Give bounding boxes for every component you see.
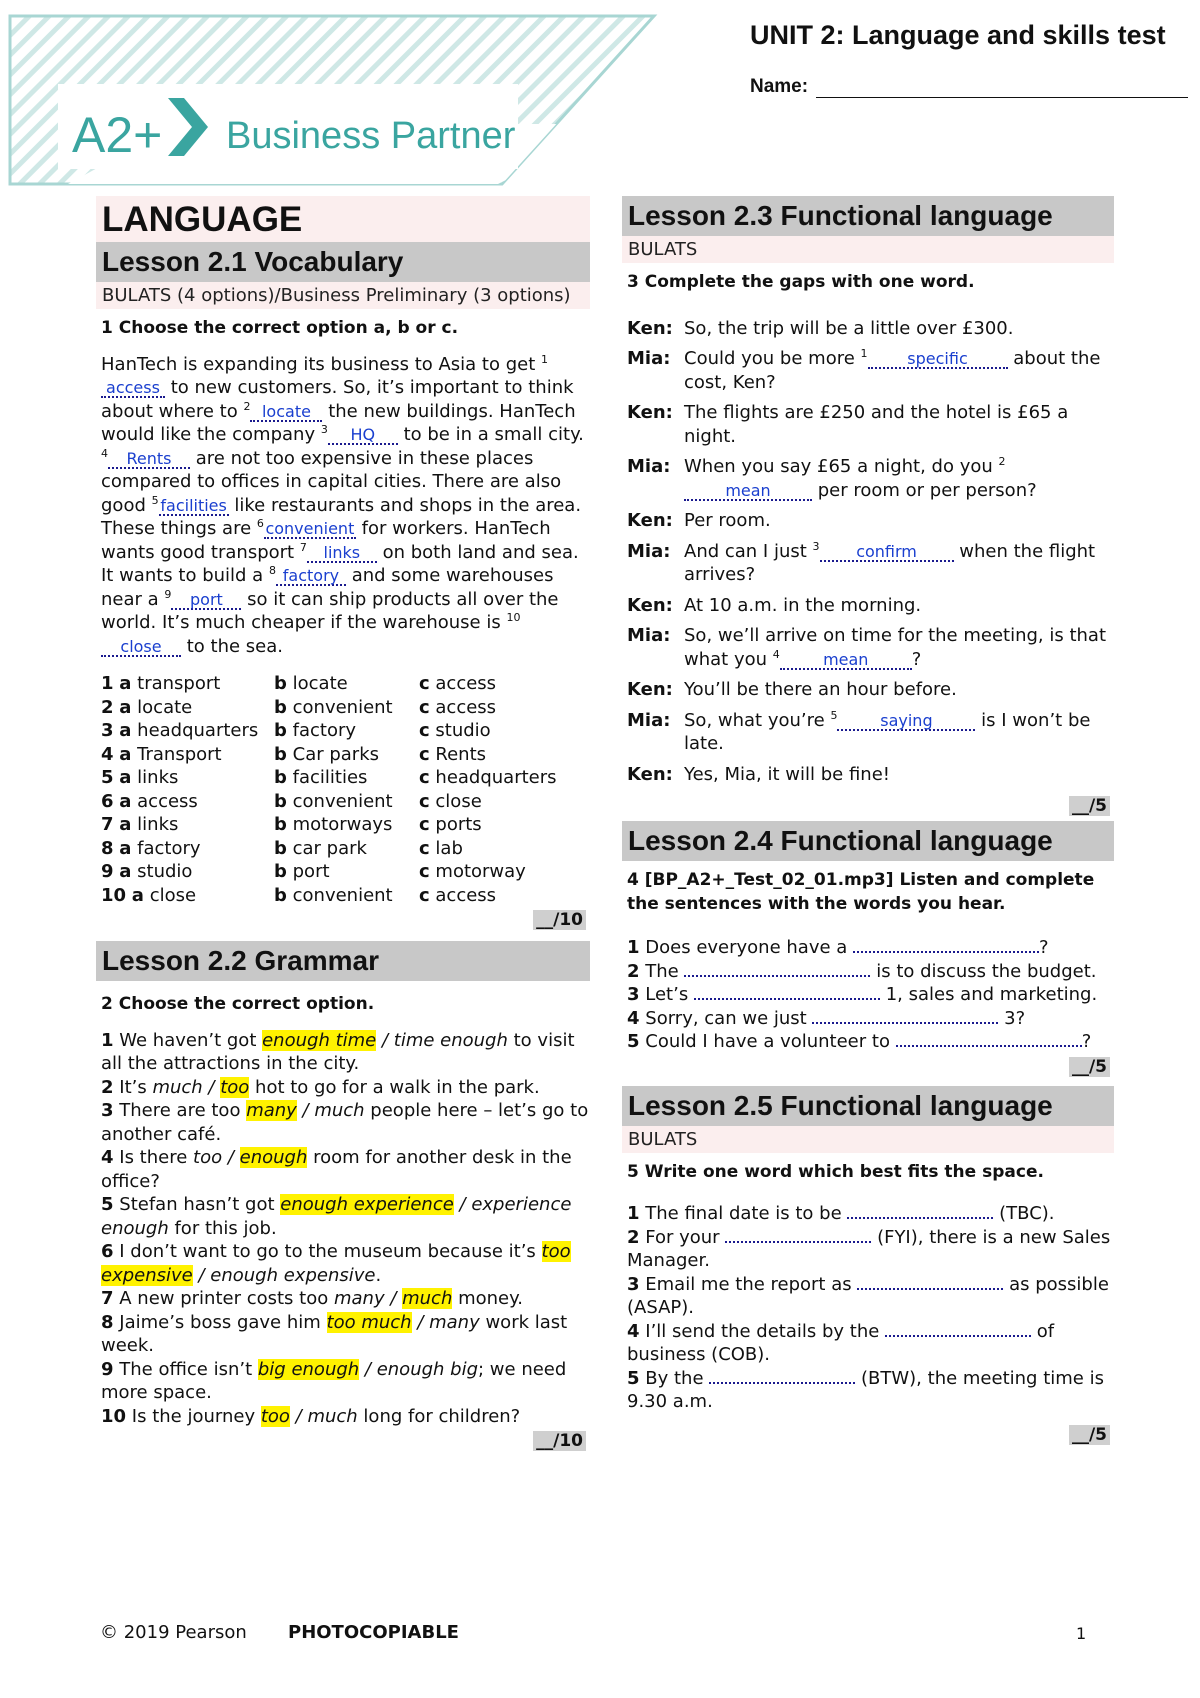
dialog-gap-2[interactable]: mean — [684, 482, 812, 501]
lesson-2-5-heading: Lesson 2.5 Functional language — [622, 1086, 1114, 1126]
gap-6[interactable]: convenient — [265, 519, 355, 538]
lesson-2-1-instruction: 1 Choose the correct option a, b or c. — [101, 318, 459, 338]
name-field — [750, 76, 1188, 98]
listening-item: 5 Could I have a volunteer to ? — [627, 1031, 1092, 1052]
listening-items — [622, 936, 1114, 1054]
listening-blank-1[interactable] — [853, 937, 1039, 953]
lesson-2-1-subtitle: BULATS (4 options)/Business Preliminary (3 options) — [96, 282, 590, 309]
dialog-gap-5[interactable]: saying — [837, 712, 975, 731]
abbreviation-item: 2 For your (FYI), there is a new Sales Manager. — [627, 1226, 1111, 1271]
listening-item: 4 Sorry, can we just 3? — [627, 1007, 1026, 1029]
copyright: © 2019 Pearson — [100, 1622, 247, 1643]
listening-blank-5[interactable] — [896, 1031, 1082, 1047]
lesson-2-5-score[interactable]: __/5 — [622, 1422, 1114, 1448]
grammar-item: 1 We haven’t got enough time / time enough to visit all the attractions in the city. — [101, 1029, 575, 1074]
gap-3[interactable]: HQ — [328, 426, 398, 445]
listening-blank-3[interactable] — [694, 984, 880, 1000]
listening-item: 1 Does everyone have a ? — [627, 937, 1049, 958]
gap-4[interactable]: Rents — [108, 450, 190, 469]
dialog-line: Ken: Per room. — [627, 510, 771, 531]
logo-business-partner: Business Partner — [226, 115, 516, 157]
lesson-2-4-heading: Lesson 2.4 Functional language — [622, 821, 1114, 861]
grammar-item: 3 There are too many / much people here – let’s go to another café. — [101, 1100, 589, 1145]
dialog-gap-1[interactable]: specific — [868, 350, 1008, 369]
lesson-2-3-instruction: 3 Complete the gaps with one word. — [627, 272, 975, 292]
option-row: 9 a studio b port c motorway — [101, 861, 526, 882]
option-row: 1 a transport b locate c access — [101, 673, 497, 694]
abbreviation-items — [622, 1202, 1114, 1414]
logo-graphic — [8, 14, 660, 189]
gap-7[interactable]: links — [307, 544, 377, 563]
dialog-line: Ken: At 10 a.m. in the morning. — [627, 594, 922, 616]
name-label: Name: — [750, 76, 809, 97]
dialog-line: Ken: Yes, Mia, it will be fine! — [627, 763, 890, 785]
lesson-2-2-instruction: 2 Choose the correct option. — [101, 994, 375, 1014]
listening-blank-4[interactable] — [812, 1008, 998, 1024]
footer — [100, 1622, 459, 1643]
lesson-2-5-subtitle: BULATS — [622, 1126, 1114, 1153]
dialog-line: Mia: So, we’ll arrive on time for the meeting, is that what you $^4$ mean ? — [627, 625, 1107, 670]
dialog-gap-4[interactable]: mean — [780, 651, 912, 670]
lesson-2-5-instruction: 5 Write one word which best fits the space. — [627, 1161, 1044, 1182]
listening-item: 3 Let’s 1, sales and marketing. — [627, 984, 1098, 1005]
logo-a2plus: A2+ — [72, 107, 163, 163]
page-number: 1 — [1076, 1624, 1087, 1643]
gap-8[interactable]: factory — [276, 567, 346, 586]
abbreviation-item: 4 I’ll send the details by the of business (COB). — [627, 1320, 1055, 1365]
abbreviation-item: 5 By the (BTW), the meeting time is 9.30 a.m. — [627, 1367, 1104, 1412]
gap-9[interactable]: port — [171, 591, 241, 610]
option-row: 4 a Transport b Car parks c Rents — [101, 743, 487, 765]
gap-1[interactable]: access — [101, 379, 165, 398]
abbreviation-blank-2[interactable] — [725, 1227, 871, 1243]
left-column — [96, 196, 590, 1454]
unit-title: UNIT 2: Language and skills test — [750, 20, 1166, 50]
grammar-item: 6 I don’t want to go to the museum because it’s too expensive / enough expensive. — [101, 1241, 571, 1286]
listening-item: 2 The is to discuss the budget. — [627, 960, 1097, 982]
dialog-line: Ken: You’ll be there an hour before. — [627, 679, 957, 700]
grammar-item: 5 Stefan hasn’t got enough experience / experience enough for this job. — [101, 1194, 572, 1239]
abbreviation-item: 3 Email me the report as as possible (ASAP). — [627, 1273, 1109, 1318]
option-row: 5 a links b facilities c headquarters — [101, 767, 557, 788]
grammar-item: 7 A new printer costs too many / much money. — [101, 1288, 523, 1309]
lesson-2-4-score[interactable]: __/5 — [622, 1054, 1114, 1080]
dialog — [627, 317, 1114, 787]
right-column — [622, 196, 1114, 1448]
abbreviation-blank-1[interactable] — [847, 1203, 993, 1219]
dialog-gap-3[interactable]: confirm — [820, 543, 954, 562]
lesson-2-2-score[interactable]: __/10 — [96, 1428, 590, 1454]
grammar-item: 2 It’s much / too hot to go for a walk in the park. — [101, 1076, 540, 1098]
logo-banner — [8, 14, 660, 189]
dialog-line: Mia: And can I just $^3$ confirm when the flight arrives? — [627, 539, 1096, 585]
grammar-item: 4 Is there too / enough room for another desk in the office? — [101, 1147, 572, 1192]
vocabulary-text: HanTech is expanding its business to Asia to get $^1$access to new customers. So, it’s important to think about where to $^2$ locate the new buildings. HanTech would like the company $^3$ HQ to be in a small city. $^4$ Rents are not too expensive in these places compared to offices in capital cities. There are also good $^5$ facilities like restaurants and shops in the area. These things are $^6$convenient for workers. HanTech wants good transport $^7$ links on both land and sea. It wants to build a $^8$ factory and some warehouses near a $^9$ port so it can ship products all over the world. It’s much cheaper if the warehouse is $^{10}$close to the sea. — [101, 352, 584, 657]
lesson-2-1-heading: Lesson 2.1 Vocabulary — [96, 242, 590, 282]
abbreviation-item: 1 The final date is to be (TBC). — [627, 1203, 1055, 1224]
gap-5[interactable]: facilities — [160, 495, 227, 515]
option-row: 10 a close b convenient c access — [101, 884, 497, 906]
dialog-line: Ken: So, the trip will be a little over £300. — [627, 317, 1014, 339]
language-heading: LANGUAGE — [96, 196, 590, 242]
abbreviation-blank-5[interactable] — [709, 1368, 855, 1384]
lesson-2-4-instruction: 4 [BP_A2+_Test_02_01.mp3] Listen and complete the sentences with the words you hear. — [627, 870, 1095, 914]
dialog-line: Ken: The flights are £250 and the hotel is £65 a night. — [627, 402, 1069, 447]
abbreviation-blank-4[interactable] — [885, 1321, 1031, 1337]
option-row: 8 a factory b car park c lab — [101, 837, 463, 859]
vocabulary-options — [96, 672, 590, 907]
gap-10[interactable]: close — [101, 638, 181, 657]
dialog-line: Mia: When you say £65 a night, do you $^2$mean per room or per person? — [627, 455, 1037, 501]
grammar-item: 8 Jaime’s boss gave him too much / many work last week. — [101, 1311, 568, 1356]
lesson-2-3-heading: Lesson 2.3 Functional language — [622, 196, 1114, 236]
photocopiable-label: PHOTOCOPIABLE — [288, 1622, 459, 1643]
dialog-line: Mia: Could you be more $^1$ specific about the cost, Ken? — [627, 347, 1101, 393]
gap-2[interactable]: locate — [250, 403, 322, 422]
option-row: 7 a links b motorways c ports — [101, 814, 482, 835]
lesson-2-1-score[interactable]: __/10 — [96, 907, 590, 933]
grammar-item: 9 The office isn’t big enough / enough big; we need more space. — [101, 1358, 567, 1403]
lesson-2-3-score[interactable]: __/5 — [622, 793, 1114, 819]
abbreviation-blank-3[interactable] — [857, 1274, 1003, 1290]
listening-blank-2[interactable] — [684, 961, 870, 977]
grammar-item: 10 Is the journey too / much long for children? — [101, 1405, 521, 1427]
dialog-line: Mia: So, what you’re $^5$ saying is I won’t be late. — [627, 708, 1091, 754]
option-row: 3 a headquarters b factory c studio — [101, 720, 491, 741]
option-row: 6 a access b convenient c close — [101, 790, 482, 812]
lesson-2-2-heading: Lesson 2.2 Grammar — [96, 941, 590, 981]
lesson-2-3-subtitle: BULATS — [622, 236, 1114, 263]
name-line[interactable] — [816, 77, 1188, 98]
grammar-items — [96, 1029, 590, 1429]
option-row: 2 a locate b convenient c access — [101, 696, 497, 718]
